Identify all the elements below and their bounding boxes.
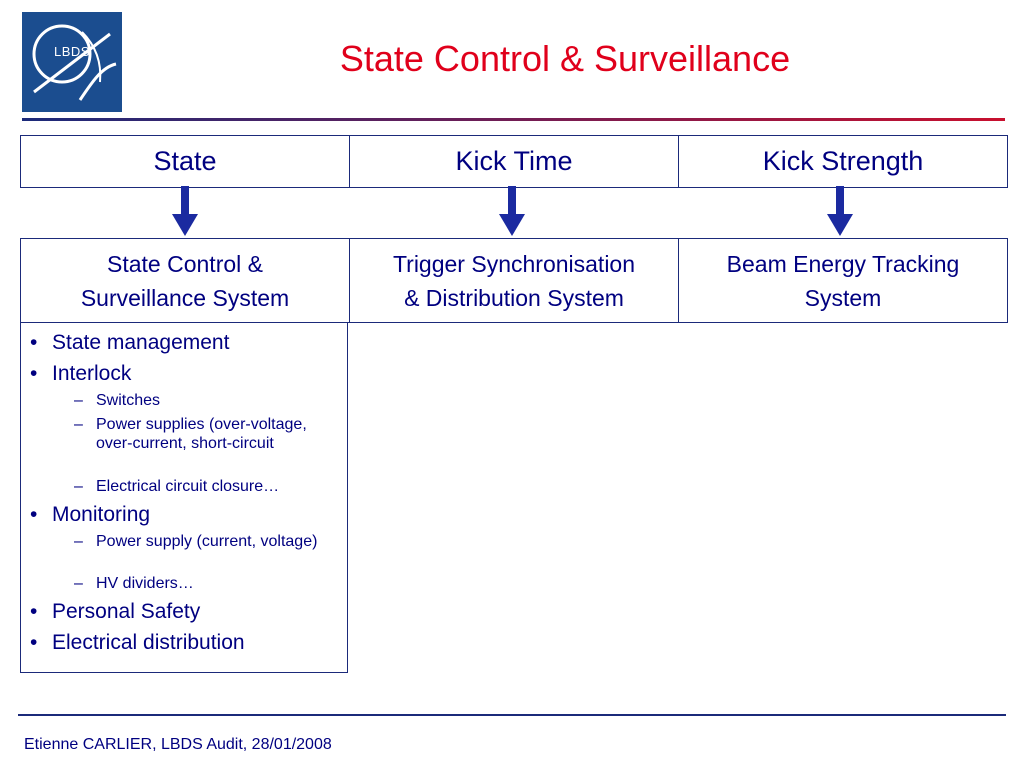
list-item: • Monitoring <box>30 503 151 526</box>
list-item: • Electrical distribution <box>30 631 245 654</box>
bullet-icon: • <box>30 503 38 526</box>
system-cell-trigger-sync <box>350 239 679 323</box>
system-line: & Distribution System <box>404 284 624 311</box>
down-arrow-icon <box>827 186 853 238</box>
sub-list-item: – Electrical circuit closure… <box>74 478 280 495</box>
down-arrow-icon <box>172 186 198 238</box>
header-table <box>20 135 1008 188</box>
system-line: Beam Energy Tracking <box>726 250 960 277</box>
dash-icon: – <box>74 478 83 495</box>
sub-list-item: – Switches <box>74 392 161 409</box>
system-cell-state-control <box>21 239 350 323</box>
bullet-icon: • <box>30 600 38 623</box>
dash-icon: – <box>74 416 83 433</box>
page-title: State Control & Surveillance <box>339 38 791 79</box>
down-arrow-icon <box>499 186 525 238</box>
system-cell-beam-energy <box>679 239 1008 323</box>
header-cell-kick-strength: Kick Strength <box>679 136 1008 188</box>
dash-icon: – <box>74 392 83 409</box>
sub-list-item: – Power supplies (over-voltage, over-current, short-circuit <box>74 416 307 452</box>
systems-table <box>20 238 1008 323</box>
logo-text: LBDS <box>54 44 90 59</box>
footer-divider <box>18 714 1006 716</box>
header-cell-state: State <box>21 136 350 188</box>
bullet-icon: • <box>30 631 38 654</box>
bullet-icon: • <box>30 331 38 354</box>
dash-icon: – <box>74 575 83 592</box>
system-line: System <box>804 284 882 311</box>
title-divider <box>22 118 1005 121</box>
list-item: • Interlock <box>30 362 132 385</box>
bullet-icon: • <box>30 362 38 385</box>
footer-text: Etienne CARLIER, LBDS Audit, 28/01/2008 <box>24 736 332 753</box>
list-item: • Personal Safety <box>30 600 201 623</box>
logo-graphic-icon <box>22 12 122 112</box>
header-cell-kick-time: Kick Time <box>350 136 679 188</box>
dash-icon: – <box>74 533 83 550</box>
sub-list-item: – Power supply (current, voltage) <box>74 533 318 550</box>
system-line: State Control & <box>107 250 263 277</box>
sub-list-item: – HV dividers… <box>74 575 194 592</box>
list-item: • State management <box>30 331 230 354</box>
system-line: Trigger Synchronisation <box>392 250 636 277</box>
lbds-logo <box>22 12 122 112</box>
system-line: Surveillance System <box>80 284 290 311</box>
